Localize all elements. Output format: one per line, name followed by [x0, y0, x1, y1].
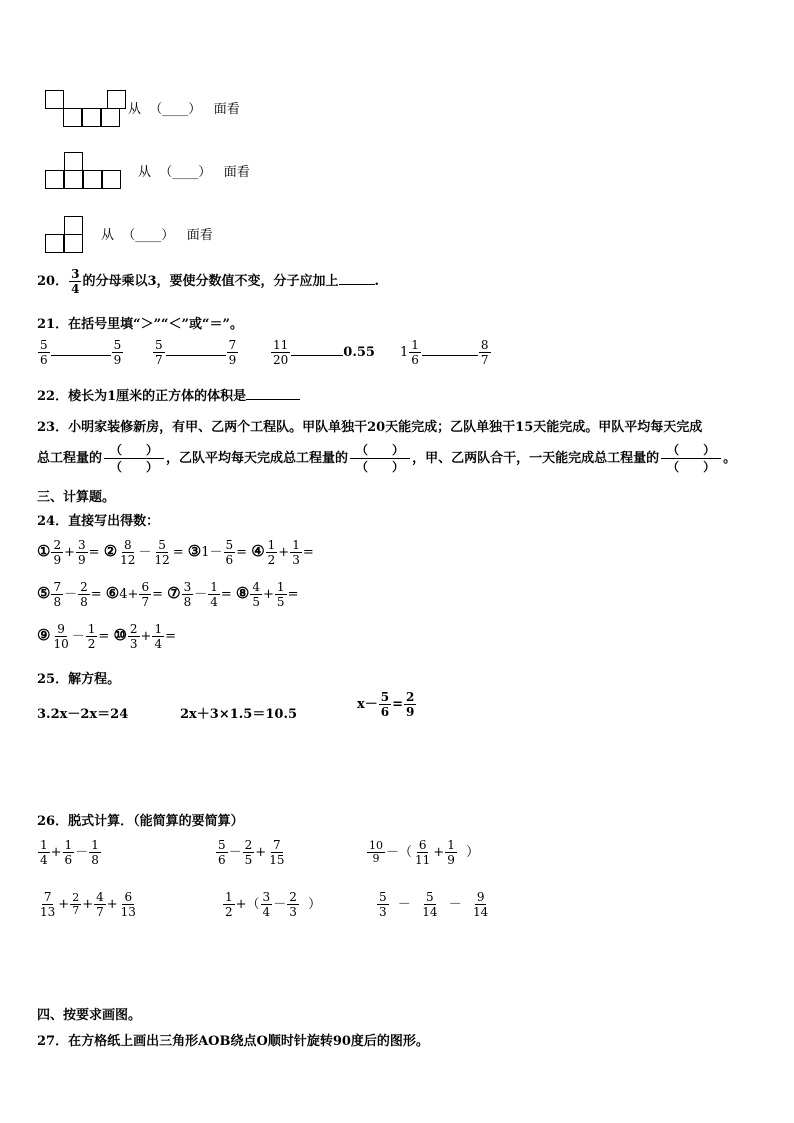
equation-1: 3.2x－2x＝24 [37, 707, 129, 722]
expr-4: $\frac{7}{13}$ + $\frac{2}{7}$ + $\frac{4}{7}$ + $\frac{6}{13}$ [40, 890, 136, 919]
question-26: 26．脱式计算．（能简算的要简算） [37, 814, 244, 829]
equation-3: x－ $\frac{5}{6}$ = $\frac{2}{9}$ [357, 690, 415, 719]
question-25: 25．解方程。 [37, 672, 121, 687]
section-3-heading: 三、计算题。 [37, 490, 116, 505]
view-label-1: 从 （____） 面看 [128, 102, 240, 117]
compare-4: 1 $\frac{1}{6}$ $\frac{8}{7}$ [400, 338, 489, 367]
question-22: 22．棱长为1厘米的正方体的体积是 [37, 385, 300, 404]
view-label-2: 从 （____） 面看 [138, 165, 250, 180]
view-label-3: 从 （____） 面看 [101, 228, 213, 243]
compare-1: $\frac{5}{6}$ $\frac{5}{9}$ [40, 338, 122, 367]
equation-2: 2x＋3×1.5＝10.5 [180, 707, 298, 722]
expr-3: $\frac{10}{9}$ －（ $\frac{6}{11}$ + $\frac{1}{9}$ ） [369, 838, 480, 867]
question-20: 20． $\frac{3}{4}$ 的分母乘以3，要使分数值不变，分子应加上 . [37, 267, 380, 296]
compare-3: $\frac{11}{20}$ 0.55 [273, 338, 375, 367]
expr-1: $\frac{1}{4}$ + $\frac{1}{6}$ － $\frac{1}{8}$ [40, 838, 99, 867]
expr-6: $\frac{5}{3}$ － $\frac{5}{14}$ － $\frac{9}{14}$ [379, 890, 489, 919]
question-27: 27．在方格纸上画出三角形AOB绕点O顺时针旋转90度后的图形。 [37, 1034, 429, 1049]
expr-5: $\frac{1}{2}$ +（ $\frac{3}{4}$ － $\frac{2}{3}$ ） [225, 890, 322, 919]
section-4-heading: 四、按要求画图。 [37, 1008, 142, 1023]
question-23-line2: 总工程量的 （ ） （ ） ，乙队平均每天完成总工程量的 （ ） （ ） ，甲、乙两队合干，一天能完成总工程量的 （ ） （ ） 。 [37, 443, 737, 474]
compare-2: $\frac{5}{7}$ $\frac{7}{9}$ [155, 338, 237, 367]
question-24: 24．直接写出得数： [37, 514, 160, 529]
q24-row-3: ⑨ $\frac{9}{10}$ － $\frac{1}{2}$ = ⑩ $\frac{2}{3}$ + $\frac{1}{4}$ = [37, 622, 176, 651]
expr-2: $\frac{5}{6}$ － $\frac{2}{5}$ + $\frac{7}{15}$ [218, 838, 285, 867]
question-23-line1: 23．小明家装修新房，有甲、乙两个工程队。甲队单独干20天能完成；乙队单独干15天能完成。甲队平均每天完成 [37, 420, 703, 435]
q24-row-2: ⑤ $\frac{7}{8}$ － $\frac{2}{8}$ = ⑥4+ $\frac{6}{7}$ = ⑦ $\frac{3}{8}$ － $\frac{1}{4}$ = ⑧ $\frac{4}{5}$ + $\frac{1}{5}$ = [37, 580, 299, 609]
question-21: 21．在括号里填“＞”“＜”或“＝”。 [37, 317, 243, 332]
q24-row-1: ① $\frac{2}{9}$ + $\frac{3}{9}$ = ② $\frac{8}{12}$ － $\frac{5}{12}$ = ③1－ $\frac{5}{6}$ = ④ $\frac{1}{2}$ + $\frac{1}{3}$ = [37, 538, 314, 567]
